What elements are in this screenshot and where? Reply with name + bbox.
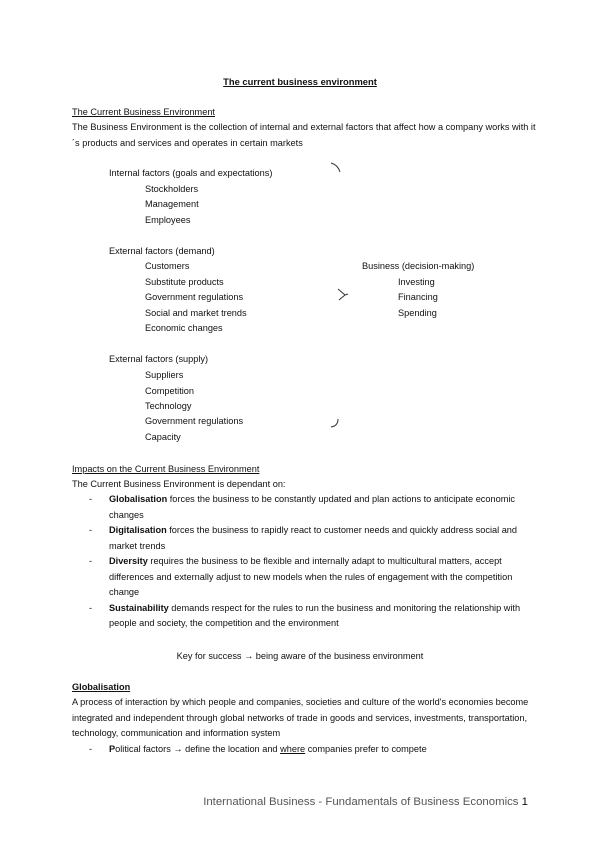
section-heading-globalisation: Globalisation [72,682,131,692]
bullet-dash: - [89,556,93,566]
external-supply-item: Government regulations [145,416,244,426]
bullet-text-end: companies prefer to compete [305,744,427,754]
business-decision-item: Investing [398,277,435,287]
external-supply-label: External factors (supply) [109,354,209,364]
diagram-arrow-mark-top [330,162,342,174]
list-item [72,601,532,632]
diagram-arrow-mark-bottom [330,418,340,430]
external-demand-label: External factors (demand) [109,246,215,256]
list-item [72,554,532,601]
bullet-initial: P [109,744,116,754]
impacts-intro: The Current Business Environment is dependant on: [72,479,286,489]
business-decision-label: Business (decision-making) [362,261,475,271]
paragraph-globalisation-definition: A process of interaction by which people and companies, societies and culture of the world's economies become integrated and independent through global networks of trade in goods and services, investments, transportation, technology, communication and information system [72,697,529,738]
internal-factor-item: Employees [145,215,191,225]
external-demand-item: Substitute products [145,277,224,287]
bullet-dash: - [89,525,93,535]
external-demand-item: Customers [145,261,190,271]
key-for-success: Key for success → being aware of the business environment [176,651,424,661]
list-item [72,523,532,554]
bullet-underlined-word: where [280,744,306,754]
list-item [72,742,532,758]
bullet-term: Digitalisation [109,525,167,535]
external-demand-item: Social and market trends [145,308,247,318]
internal-factor-item: Management [145,199,199,209]
external-supply-item: Capacity [145,432,181,442]
list-item [72,492,532,523]
bullet-term: Diversity [109,556,148,566]
internal-factors-label: Internal factors (goals and expectations) [109,168,273,178]
page-number: 1 [521,796,528,808]
external-supply-item: Competition [145,386,195,396]
bullet-dash: - [89,494,93,504]
bullet-text: olitical factors → define the location and [115,744,281,754]
bullet-text: requires the business to be flexible and internally adapt to multicultural matters, accept differences and externally adjust to new models when the rules of engagement with the competition change [109,556,513,597]
page-footer [203,795,528,811]
impacts-bullet-list [72,492,532,632]
section-heading-current-business-environment: The Current Business Environment [72,107,215,117]
business-decision-item: Financing [398,292,438,302]
bullet-text: demands respect for the rules to run the business and monitoring the relationship with people and society, the competition and the environment [109,602,521,628]
bullet-dash: - [89,602,93,613]
bullet-text: forces the business to be constantly updated and plan actions to anticipate economic changes [109,494,516,520]
external-supply-item: Technology [145,401,192,411]
bullet-term: Globalisation [109,494,168,504]
external-supply-item: Suppliers [145,370,184,380]
internal-factor-item: Stockholders [145,184,199,194]
section-heading-impacts: Impacts on the Current Business Environment [72,464,260,474]
bullet-dash: - [89,744,93,754]
bullet-term: Sustainability [109,602,169,613]
globalisation-bullet-list [72,742,532,758]
paragraph-business-environment-definition: The Business Environment is the collection of internal and external factors that affect how a company works with it´s products and services and operates in certain markets [72,122,536,148]
external-demand-item: Government regulations [145,292,244,302]
bullet-text: forces the business to rapidly react to customer needs and quickly address social and market trends [109,525,518,551]
diagram-arrow-mark-middle [337,288,349,302]
external-demand-item: Economic changes [145,323,223,333]
document-title: The current business environment [223,76,377,87]
business-decision-item: Spending [398,308,437,318]
footer-text: International Business - Fundamentals of Business Economics [203,796,522,808]
